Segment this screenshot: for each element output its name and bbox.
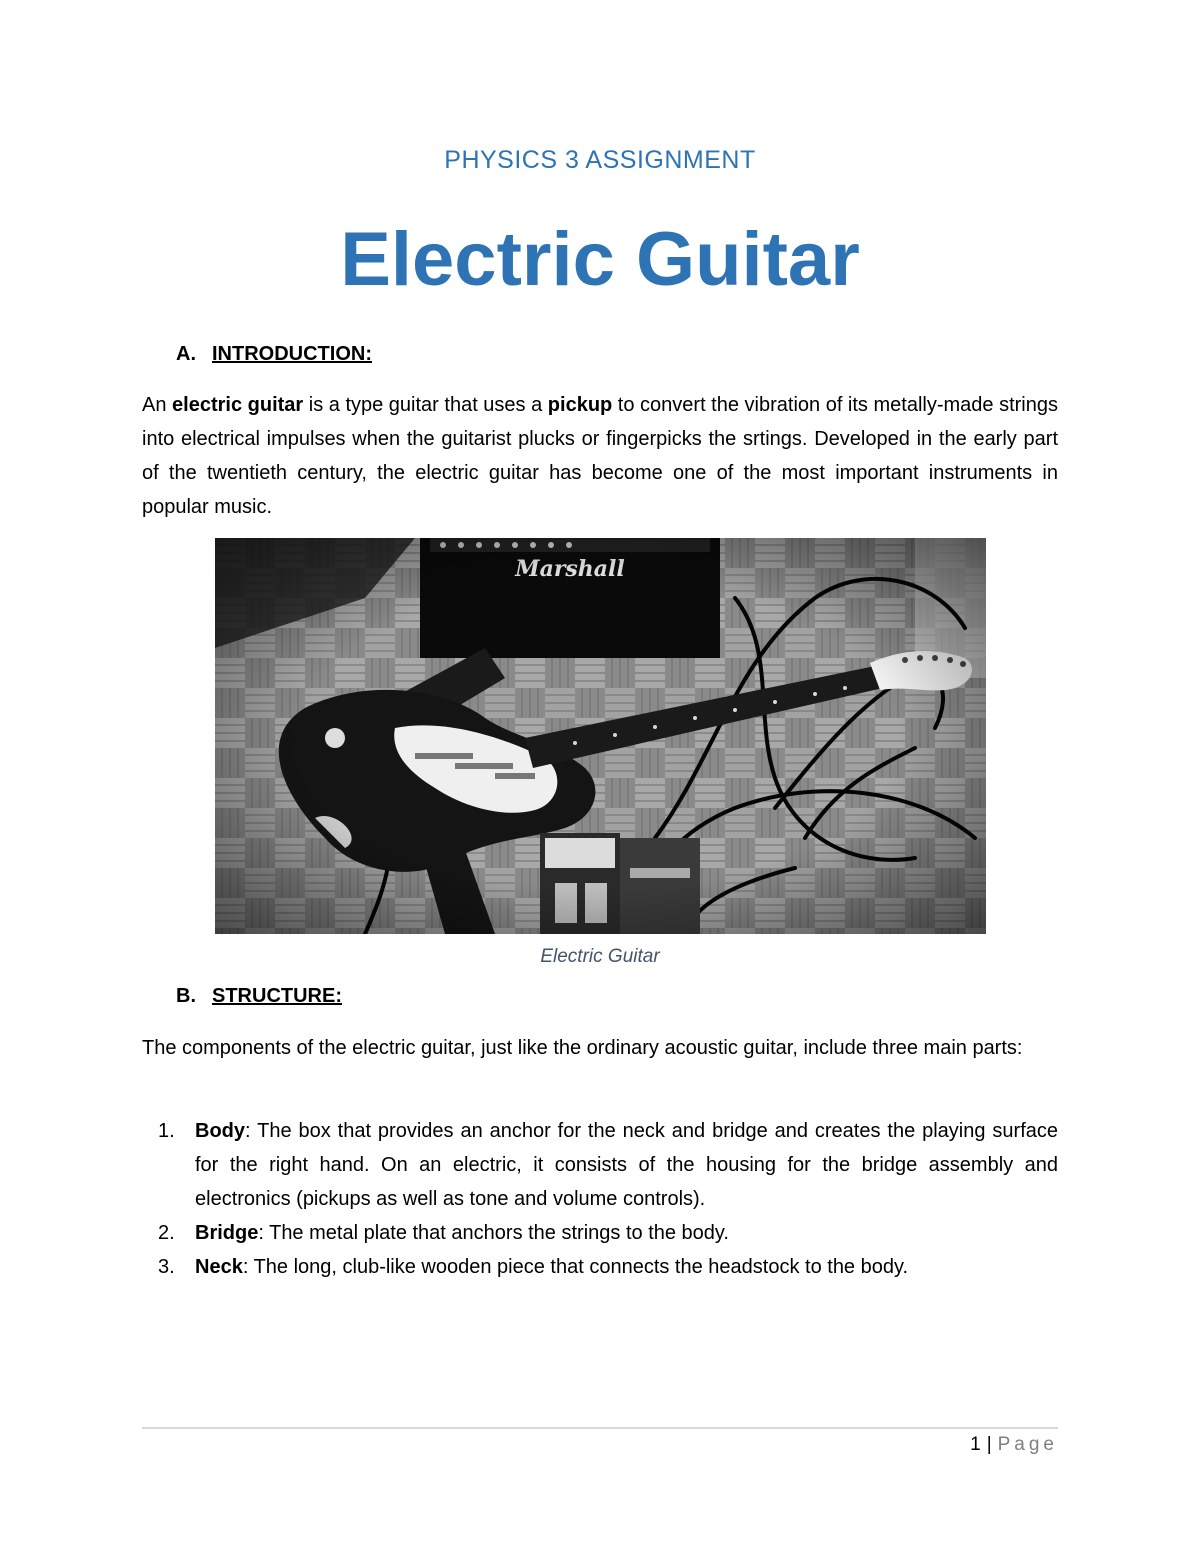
intro-text-3: to convert the vibration of its metally-made strings into electrical impulses when the guitarist plucks or fingerpicks the srtings. Developed in the early part of the twentieth century, the electric guitar has become one of the most important instruments in popular music. [142, 394, 1058, 518]
document-subtitle: PHYSICS 3 ASSIGNMENT [444, 146, 756, 174]
figure-caption: Electric Guitar [540, 946, 660, 967]
section-b-letter: B. [176, 985, 196, 1007]
list-item-text: : The box that provides an anchor for the neck and bridge and creates the playing surface for the right hand. On an electric, it consists of the housing for the bridge assembly and electronics (pickups as well as tone and volume controls). [195, 1120, 1058, 1210]
structure-parts-list [158, 1114, 1058, 1284]
list-item [158, 1114, 1058, 1216]
list-item [158, 1250, 1058, 1284]
section-a-letter: A. [176, 343, 196, 365]
section-b-heading [176, 985, 342, 1008]
document-title: Electric Guitar [340, 217, 860, 302]
intro-paragraph [142, 388, 1058, 524]
page-number: 1 [970, 1434, 981, 1455]
list-item-number: 3. [158, 1256, 175, 1278]
section-a-heading [176, 343, 372, 366]
footer-separator: | [986, 1434, 992, 1455]
intro-bold-pickup: pickup [547, 394, 613, 416]
page-label: Page [997, 1434, 1058, 1455]
intro-bold-electric-guitar: electric guitar [172, 394, 304, 416]
section-b-title: STRUCTURE: [212, 985, 342, 1007]
list-item-term: Body [195, 1120, 245, 1142]
list-item [158, 1216, 1058, 1250]
list-item-term: Neck [195, 1256, 243, 1278]
list-item-text: : The metal plate that anchors the strings to the body. [258, 1222, 729, 1244]
list-item-number: 2. [158, 1222, 175, 1244]
list-item-number: 1. [158, 1120, 175, 1142]
electric-guitar-photo [215, 538, 986, 934]
intro-text-2: is a type guitar that uses a [303, 394, 548, 416]
list-item-text: : The long, club-like wooden piece that connects the headstock to the body. [242, 1256, 909, 1278]
section-a-title: INTRODUCTION: [212, 343, 372, 365]
list-item-term: Bridge [195, 1222, 259, 1244]
page-footer [970, 1434, 1058, 1456]
footer-divider [142, 1427, 1058, 1429]
intro-text-1: An [142, 394, 173, 416]
structure-intro: The components of the electric guitar, just like the ordinary acoustic guitar, include three main parts: [142, 1037, 1023, 1059]
